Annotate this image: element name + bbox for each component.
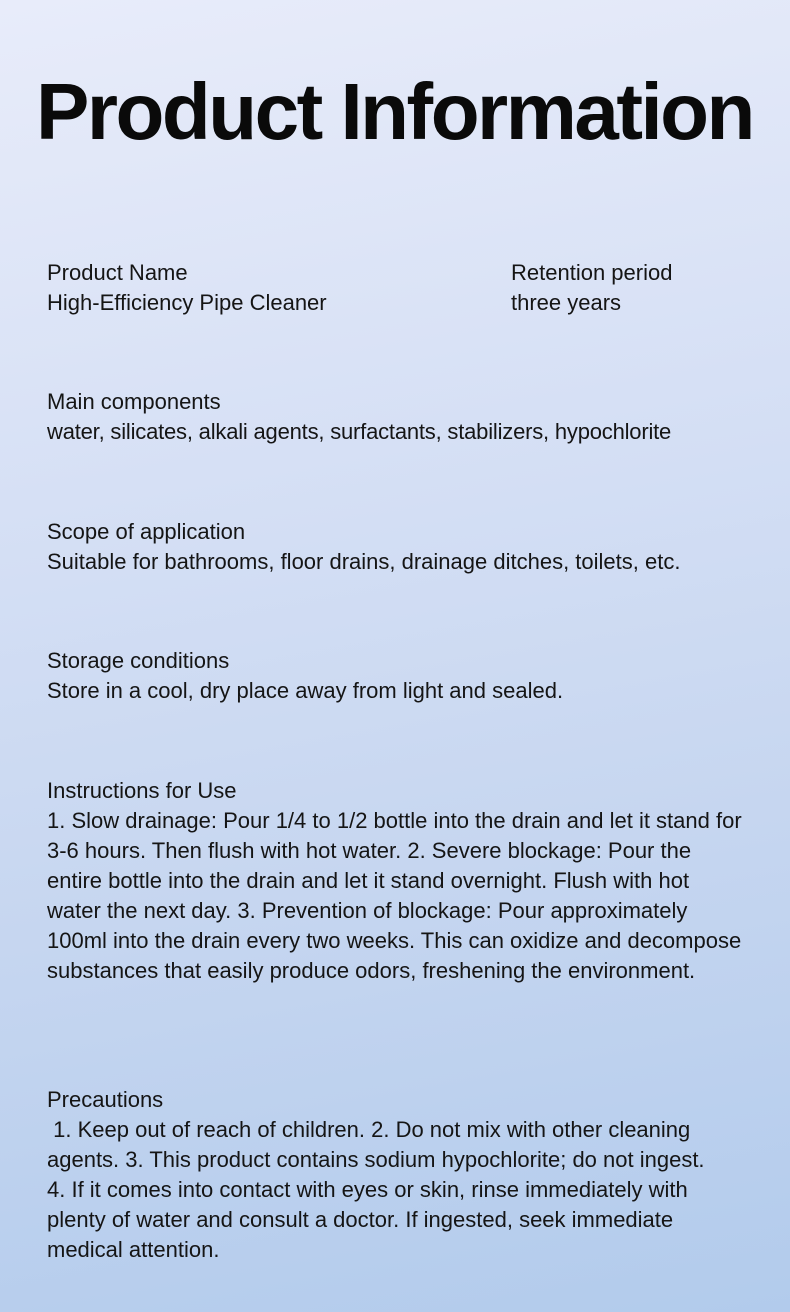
precautions-label: Precautions — [47, 1087, 164, 1112]
retention-period-value: three years — [511, 290, 622, 315]
scope-value: Suitable for bathrooms, floor drains, drainage ditches, toilets, etc. — [47, 549, 681, 574]
product-name-label: Product Name — [47, 260, 188, 285]
scope-label: Scope of application — [47, 519, 246, 544]
product-name-value: High-Efficiency Pipe Cleaner — [47, 290, 327, 315]
precautions-value: 1. Keep out of reach of children. 2. Do not mix with other cleaning agents. 3. This product contains sodium hypochlorite; do not ingest. 4. If it comes into contact with eyes or skin, rinse immediately with plenty of water and consult a doctor. If ingested, seek immediate medical attention. — [47, 1117, 711, 1262]
storage-label: Storage conditions — [47, 648, 230, 673]
retention-period-section — [511, 258, 672, 318]
precautions-section — [47, 1085, 727, 1265]
product-name-section — [47, 258, 327, 318]
main-components-value: water, silicates, alkali agents, surfactants, stabilizers, hypochlorite — [47, 419, 672, 444]
page-title: Product Information — [36, 67, 753, 156]
instructions-section — [47, 776, 747, 986]
instructions-value: 1. Slow drainage: Pour 1/4 to 1/2 bottle into the drain and let it stand for 3-6 hours. Then flush with hot water. 2. Severe blockage: Pour the entire bottle into the drain and let it stand overnight. Flush with hot water the next day. 3. Prevention of blockage: Pour approximately 100ml into the drain every two weeks. This can oxidize and decompose substances that easily produce odors, freshening the environment. — [47, 808, 748, 983]
storage-value: Store in a cool, dry place away from light and sealed. — [47, 678, 564, 703]
instructions-label: Instructions for Use — [47, 778, 237, 803]
storage-section — [47, 646, 563, 706]
main-components-label: Main components — [47, 389, 221, 414]
scope-section — [47, 517, 680, 577]
main-components-section — [47, 387, 671, 447]
retention-period-label: Retention period — [511, 260, 673, 285]
